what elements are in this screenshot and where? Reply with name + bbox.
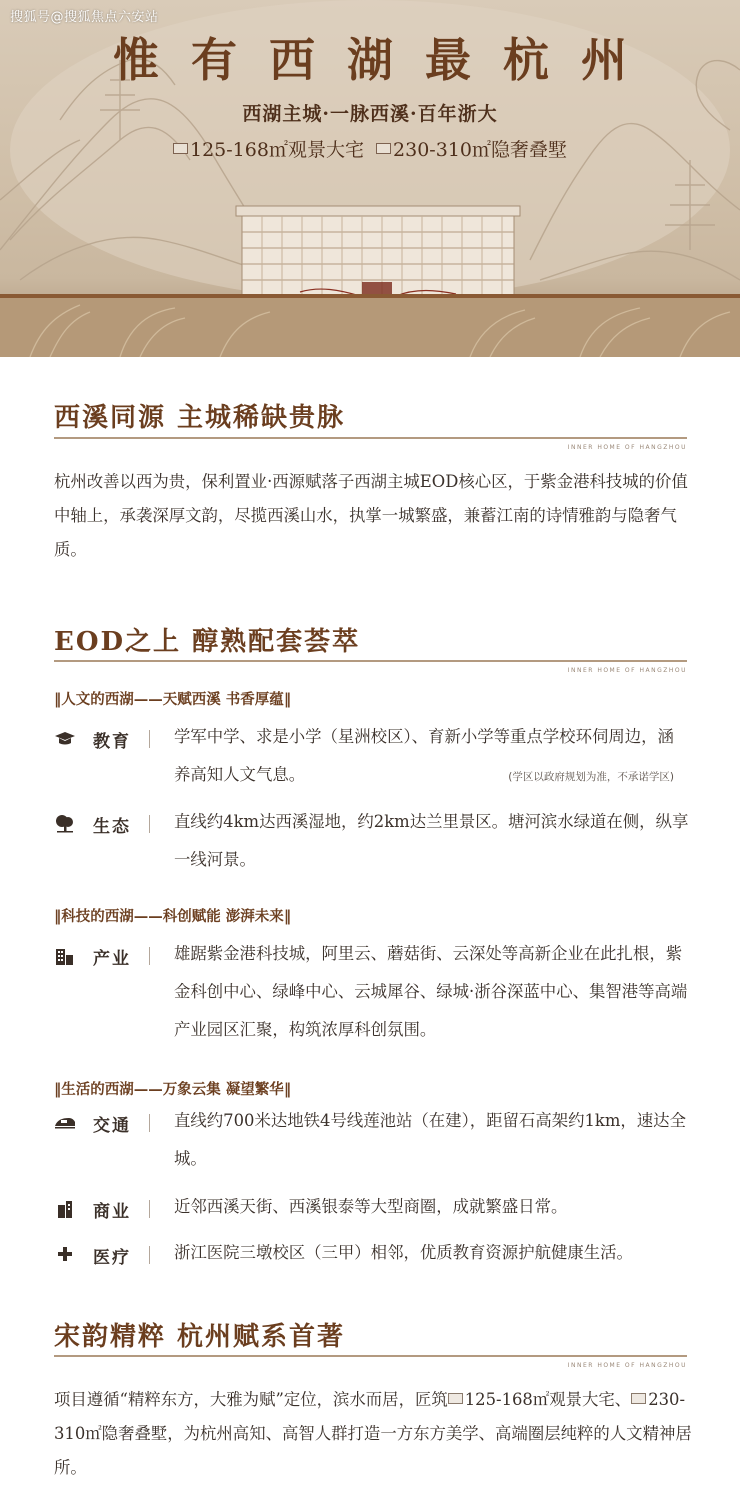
- item-text-education: 学军中学、求是小学（星洲校区）、育新小学等重点学校环伺周边，涵养高知人文气息。: [174, 727, 674, 784]
- graduation-cap-icon: [54, 729, 76, 749]
- hero-banner: [0, 0, 740, 357]
- group-heading-tech: ‖科技的西湖——科创赋能 澎湃未来‖: [54, 908, 292, 925]
- buildings-icon: [54, 946, 76, 966]
- section-1-divider-caption: INNER HOME OF HANGZHOU: [567, 444, 687, 451]
- item-separator: [149, 1200, 150, 1218]
- item-label-ecology: 生态: [93, 817, 131, 837]
- item-label-transport: 交通: [93, 1116, 131, 1136]
- item-separator: [149, 730, 150, 748]
- section-2-divider: [54, 660, 687, 662]
- hero-title: 惟有西湖最杭州: [113, 33, 659, 87]
- section-3-divider-caption: INNER HOME OF HANGZHOU: [567, 1362, 687, 1369]
- section-1-body: 杭州改善以西为贵，保利置业·西源赋落子西湖主城EOD核心区，于紫金港科技城的价值中轴上，承袭深厚文韵，尽揽西溪山水，执掌一城繁盛，兼蓄江南的诗情雅韵与隐奢气质。: [54, 472, 688, 559]
- item-separator: [149, 1246, 150, 1264]
- item-label-education: 教育: [93, 732, 131, 752]
- item-separator: [149, 947, 150, 965]
- section-2-divider-caption: INNER HOME OF HANGZHOU: [567, 667, 687, 674]
- tag-icon: [631, 1393, 646, 1404]
- item-text-commerce: 近邻西溪天街、西溪银泰等大型商圈，成就繁盛日常。: [174, 1197, 568, 1216]
- building-illustration: [236, 206, 520, 306]
- train-icon: [54, 1113, 76, 1133]
- item-label-industry: 产业: [93, 949, 131, 969]
- tag-icon: [376, 143, 391, 154]
- hero-spec-a: 125-168㎡观景大宅: [190, 139, 364, 161]
- hero-spec-b: 230-310㎡隐奢叠墅: [393, 139, 567, 161]
- item-text-industry: 雄踞紫金港科技城，阿里云、蘑菇街、云深处等高新企业在此扎根，紫金科创中心、绿峰中心、云城犀谷、绿城·浙谷深蓝中心、集智港等高端产业园区汇聚，构筑浓厚科创氛围。: [174, 944, 688, 1039]
- item-separator: [149, 815, 150, 833]
- item-text-transport: 直线约700米达地铁4号线莲池站（在建），距留石高架约1km，速达全城。: [174, 1111, 686, 1168]
- item-text-medical: 浙江医院三墩校区（三甲）相邻，优质教育资源护航健康生活。: [174, 1243, 633, 1262]
- hero-specs: [0, 135, 740, 162]
- section-1-title: 西溪同源 主城稀缺贵脉: [54, 403, 346, 433]
- shop-building-icon: [54, 1199, 76, 1219]
- item-text-ecology: 直线约4km达西溪湿地，约2km达兰里景区。塘河滨水绿道在侧，纵享一线河景。: [174, 812, 689, 869]
- section-2-title: EOD之上 醇熟配套荟萃: [54, 627, 361, 657]
- tag-icon: [173, 143, 188, 154]
- group-heading-culture: ‖人文的西湖——天赋西溪 书香厚蕴‖: [54, 691, 292, 708]
- section-3-title: 宋韵精粹 杭州赋系首著: [54, 1322, 346, 1352]
- group-heading-life: ‖生活的西湖——万象云集 凝望繁华‖: [54, 1081, 292, 1098]
- watermark-text: 搜狐号@搜狐焦点六安站: [10, 10, 159, 25]
- item-label-medical: 医疗: [93, 1248, 131, 1268]
- item-label-commerce: 商业: [93, 1202, 131, 1222]
- hero-subtitle: 西湖主城·一脉西溪·百年浙大: [242, 103, 498, 125]
- section-3-divider: [54, 1355, 687, 1357]
- tree-icon: [54, 813, 76, 833]
- tag-icon: [448, 1393, 463, 1404]
- medical-cross-icon: [54, 1244, 76, 1264]
- section-3-body: 项目遵循“精粹东方，大雅为赋”定位，滨水而居，匠筑 125-168㎡观景大宅、 230-310㎡隐奢叠墅，为杭州高知、高智人群打造一方东方美学、高端圈层纯粹的人文精神居所。: [54, 1390, 692, 1477]
- section-1-divider: [54, 437, 687, 439]
- item-note-education: (学区以政府规划为准，不承诺学区): [508, 771, 674, 783]
- item-separator: [149, 1114, 150, 1132]
